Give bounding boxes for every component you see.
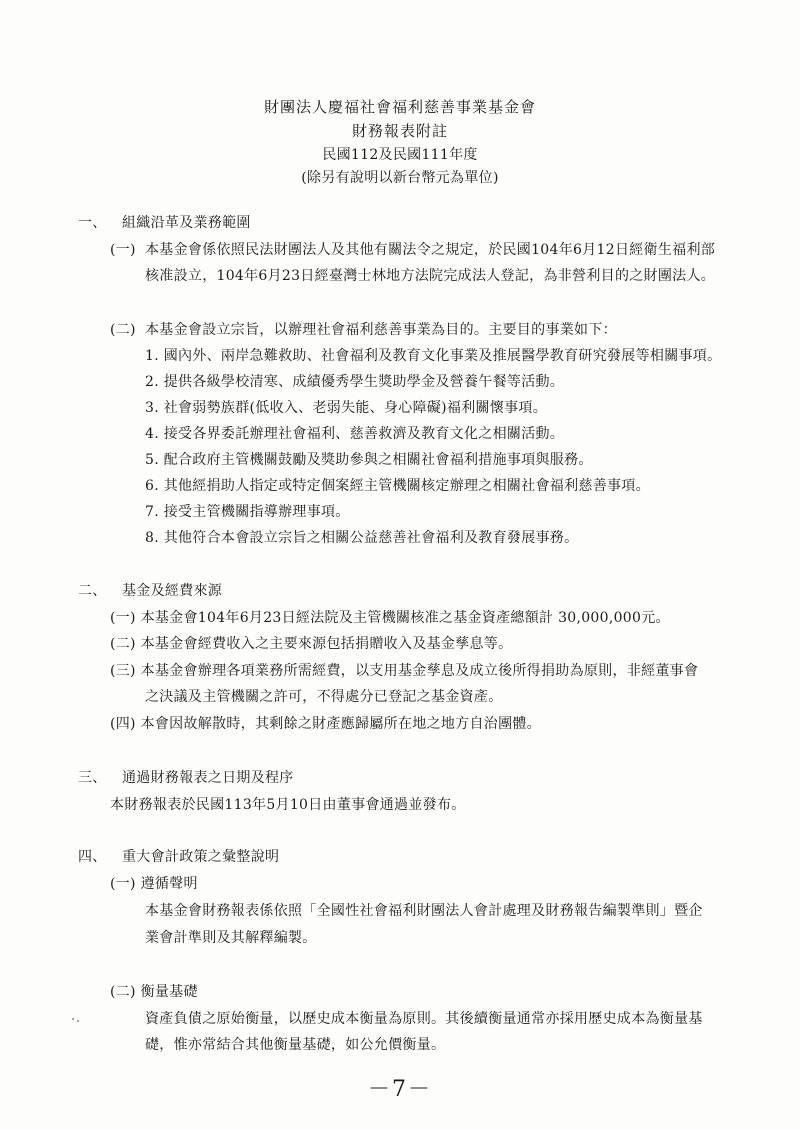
section-3-body: 本財務報表於民國113年5月10日由董事會通過並發布。: [110, 797, 466, 813]
section-1-p2-label: (二): [110, 322, 136, 338]
section-1-p2-line1: 本基金會設立宗旨，以辦理社會福利慈善事業為目的。主要目的事業如下：: [145, 322, 617, 338]
section-4-sub2-title: (二) 衡量基礎: [110, 984, 198, 1000]
list-item: 8. 其他符合本會設立宗旨之相關公益慈善社會福利及教育發展事務。: [145, 530, 579, 546]
list-item: 3. 社會弱勢族群(低收入、老弱失能、身心障礙)福利關懷事項。: [145, 400, 548, 416]
section-1-number: 一、: [78, 215, 107, 231]
section-3-number: 三、: [78, 770, 107, 786]
report-period: 民國112及民國111年度: [322, 147, 478, 163]
unit-note: (除另有說明以新台幣元為單位): [301, 170, 499, 186]
list-item: 1. 國內外、兩岸急難救助、社會福利及教育文化事業及推展醫學教育研究發展等相關事項。: [145, 348, 722, 364]
scan-speck: [77, 1020, 79, 1022]
section-4-number: 四、: [78, 849, 107, 865]
section-1-heading: 組織沿革及業務範圍: [122, 215, 251, 231]
report-title: 財務報表附註: [351, 122, 448, 140]
section-1-p1-line1: 本基金會係依照民法財團法人及其他有關法令之規定，於民國104年6月12日經衛生福利部: [145, 242, 716, 258]
section-2-p2: (二) 本基金會經費收入之主要來源包括捐贈收入及基金孳息等。: [110, 636, 513, 652]
section-4-sub1-line1: 本基金會財務報表係依照「全國性社會福利財團法人會計處理及財務報告編製準則」暨企: [145, 903, 703, 919]
section-4-heading: 重大會計政策之彙整說明: [122, 849, 280, 865]
organization-name: 財團法人慶福社會福利慈善事業基金會: [263, 98, 536, 116]
section-2-p1: (一) 本基金會104年6月23日經法院及主管機關核准之基金資產總額計 30,000,000元。: [110, 610, 670, 626]
section-2-heading: 基金及經費來源: [122, 583, 223, 599]
section-2-p3-line2: 之決議及主管機關之許可，不得處分已登記之基金資產。: [145, 689, 503, 705]
section-3-heading: 通過財務報表之日期及程序: [122, 770, 294, 786]
list-item: 2. 提供各級學校清寒、成績優秀學生獎助學金及營養午餐等活動。: [145, 374, 565, 390]
page-number: －7－: [368, 1077, 432, 1102]
section-1-p1-label: (一): [110, 242, 136, 258]
list-item: 6. 其他經捐助人指定或特定個案經主管機關核定辦理之相關社會福利慈善事項。: [145, 478, 650, 494]
section-1-p1-line2: 核准設立，104年6月23日經臺灣士林地方法院完成法人登記，為非營利目的之財團法人。: [145, 268, 716, 284]
section-2-number: 二、: [78, 583, 107, 599]
list-item: 5. 配合政府主管機關鼓勵及獎助參與之相關社會福利措施事項與服務。: [145, 452, 593, 468]
section-2-p3-line1: (三) 本基金會辦理各項業務所需經費，以支用基金孳息及成立後所得捐助為原則，非經董事會: [110, 663, 699, 679]
section-4-sub1-line2: 業會計準則及其解釋編製。: [145, 930, 317, 946]
section-4-sub1-title: (一) 遵循聲明: [110, 876, 198, 892]
section-2-p4: (四) 本會因故解散時，其剩餘之財產應歸屬所在地之地方自治團體。: [110, 716, 541, 732]
list-item: 7. 接受主管機關指導辦理事項。: [145, 504, 350, 520]
list-item: 4. 接受各界委託辦理社會福利、慈善救濟及教育文化之相關活動。: [145, 426, 565, 442]
scan-speck: [72, 1018, 74, 1020]
section-4-sub2-line2: 礎，惟亦常結合其他衡量基礎，如公允價衡量。: [145, 1037, 446, 1053]
section-4-sub2-line1: 資產負債之原始衡量，以歷史成本衡量為原則。其後續衡量通常亦採用歷史成本為衡量基: [145, 1011, 703, 1027]
